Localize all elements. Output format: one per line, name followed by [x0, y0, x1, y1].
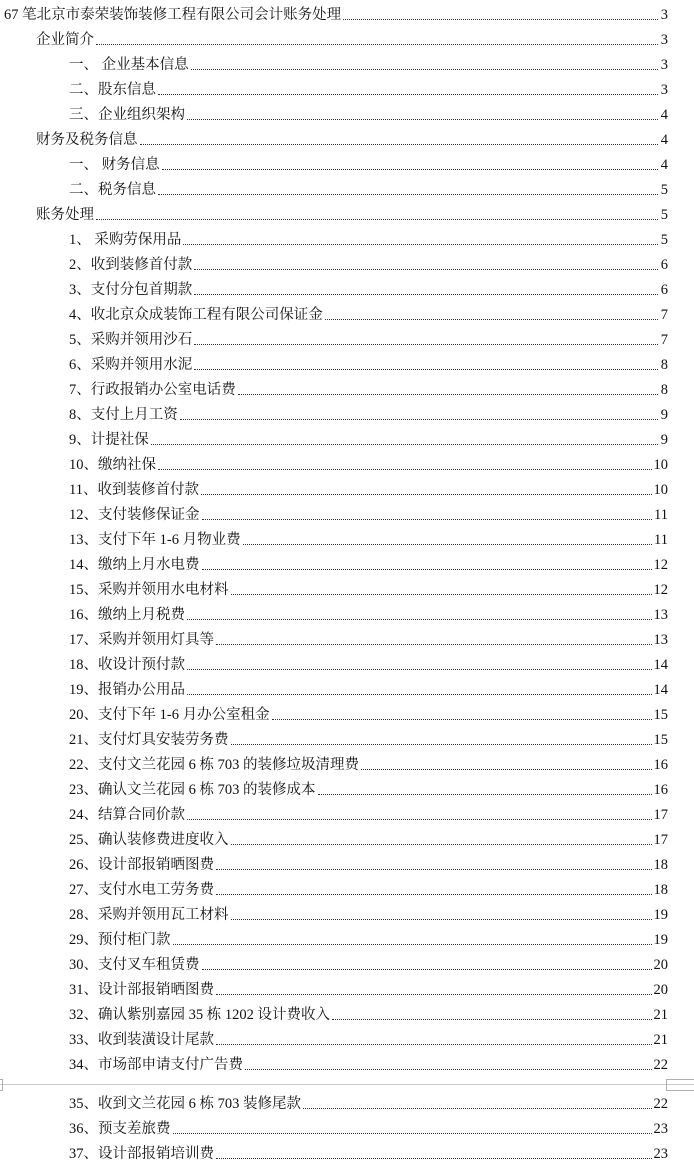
leader-dots: [216, 894, 652, 895]
toc-entry[interactable]: [0, 925, 668, 950]
toc-entry[interactable]: [0, 250, 668, 275]
toc-entry[interactable]: [0, 800, 668, 825]
toc-entry-label: 17、采购并领用灯具等: [69, 632, 214, 648]
toc-entry-company-profile[interactable]: [0, 25, 668, 50]
leader-dots: [343, 19, 658, 20]
toc-entry[interactable]: [0, 325, 668, 350]
leader-dots: [173, 944, 652, 945]
toc-entry[interactable]: [0, 950, 668, 975]
toc-entry[interactable]: [0, 775, 668, 800]
leader-dots: [96, 44, 658, 45]
toc-entry-label: 3、支付分包首期款: [69, 282, 193, 298]
toc-entry-label: 21、支付灯具安装劳务费: [69, 732, 229, 748]
leader-dots: [158, 469, 652, 470]
toc-entry[interactable]: [0, 275, 668, 300]
toc-entry-page: 7: [660, 332, 668, 348]
toc-entry[interactable]: [0, 1025, 668, 1050]
toc-entry-page: 9: [660, 407, 668, 423]
toc-entry-page: 21: [653, 1032, 668, 1048]
toc-entry-page: 13: [653, 607, 668, 623]
toc-entry-label: 35、收到文兰花园 6 栋 703 装修尾款: [69, 1096, 301, 1112]
toc-entry-page: 8: [660, 357, 668, 373]
toc-entry-label: 37、设计部报销培训费: [69, 1146, 214, 1162]
toc-entry[interactable]: [0, 75, 668, 100]
toc-entry-label: 11、收到装修首付款: [69, 482, 199, 498]
toc-entry-label: 15、采购并领用水电材料: [69, 582, 229, 598]
toc-entry-page: 22: [653, 1096, 668, 1112]
toc-entry[interactable]: [0, 650, 668, 675]
leader-dots: [325, 319, 658, 320]
toc-entry-finance-tax[interactable]: [0, 125, 668, 150]
toc-entry-page: 15: [653, 732, 668, 748]
leader-dots: [243, 544, 652, 545]
leader-dots: [140, 144, 659, 145]
toc-entry[interactable]: [0, 300, 668, 325]
toc-entry-label: 6、采购并领用水泥: [69, 357, 193, 373]
leader-dots: [187, 819, 652, 820]
leader-dots: [183, 244, 658, 245]
toc-entry-page: 20: [653, 982, 668, 998]
leader-dots: [151, 444, 658, 445]
toc-entry-page: 5: [660, 207, 668, 223]
toc-entry[interactable]: [0, 875, 668, 900]
toc-entry-label: 30、支付叉车租赁费: [69, 957, 200, 973]
toc-entry-label: 企业简介: [36, 32, 94, 48]
leader-dots: [191, 69, 658, 70]
leader-dots: [158, 194, 658, 195]
toc-entry[interactable]: [0, 750, 668, 775]
toc-entry-label: 13、支付下年 1-6 月物业费: [69, 532, 241, 548]
leader-dots: [318, 794, 652, 795]
toc-entry[interactable]: [0, 700, 668, 725]
leader-dots: [96, 219, 658, 220]
toc-entry-label: 14、缴纳上月水电费: [69, 557, 200, 573]
toc-entry-label: 36、预支差旅费: [69, 1121, 171, 1137]
toc-entry-page: 22: [653, 1057, 668, 1073]
leader-dots: [158, 94, 658, 95]
leader-dots: [216, 1044, 652, 1045]
toc-entry-page: 10: [653, 457, 668, 473]
toc-entry-label: 10、缴纳社保: [69, 457, 156, 473]
toc-entry[interactable]: [0, 1089, 668, 1114]
toc-entry-label: 18、收设计预付款: [69, 657, 185, 673]
leader-dots: [194, 344, 658, 345]
leader-dots: [231, 744, 652, 745]
toc-entry[interactable]: [0, 400, 668, 425]
toc-entry-label: 33、收到装潢设计尾款: [69, 1032, 214, 1048]
toc-entry[interactable]: [0, 975, 668, 1000]
toc-entry-page: 4: [660, 157, 668, 173]
toc-entry[interactable]: [0, 450, 668, 475]
toc-entry[interactable]: [0, 425, 668, 450]
toc-entry-label: 20、支付下年 1-6 月办公室租金: [69, 707, 270, 723]
toc-entry-page: 23: [653, 1146, 668, 1162]
toc-entry-label: 财务及税务信息: [36, 132, 138, 148]
toc-entry-page: 12: [653, 557, 668, 573]
page-break-line: [0, 1084, 694, 1085]
toc-entry[interactable]: [0, 50, 668, 75]
toc-entry-label: 34、市场部申请支付广告费: [69, 1057, 243, 1073]
toc-entry-page: 21: [653, 1007, 668, 1023]
toc-entry-label: 5、采购并领用沙石: [69, 332, 193, 348]
toc-entry[interactable]: [0, 850, 668, 875]
toc-entry-label: 三、企业组织架构: [69, 107, 185, 123]
toc-entry-label: 4、收北京众成装饰工程有限公司保证金: [69, 307, 323, 323]
toc-entry-page: 4: [660, 132, 668, 148]
leader-dots: [303, 1108, 652, 1109]
leader-dots: [173, 1133, 652, 1134]
toc-entry-page: 19: [653, 932, 668, 948]
toc-entry-page: 7: [660, 307, 668, 323]
leader-dots: [187, 119, 658, 120]
toc-entry-page: 3: [660, 57, 668, 73]
toc-entry-label: 1、 采购劳保用品: [69, 232, 182, 248]
toc-entry-accounting[interactable]: [0, 200, 668, 225]
toc-entry-label: 账务处理: [36, 207, 94, 223]
leader-dots: [216, 869, 652, 870]
toc-entry-page: 9: [660, 432, 668, 448]
toc-entry[interactable]: [0, 1114, 668, 1139]
toc-entry[interactable]: [0, 1050, 668, 1075]
toc-entry[interactable]: [0, 1139, 668, 1164]
toc-entry-page: 17: [653, 807, 668, 823]
toc-entry[interactable]: [0, 725, 668, 750]
toc-entry-label: 8、支付上月工资: [69, 407, 178, 423]
toc-entry-page: 6: [660, 257, 668, 273]
toc-entry[interactable]: [0, 375, 668, 400]
toc-entry-label: 7、行政报销办公室电话费: [69, 382, 236, 398]
leader-dots: [361, 769, 652, 770]
toc-entry-page: 20: [653, 957, 668, 973]
toc-entry-page: 14: [653, 657, 668, 673]
toc-entry[interactable]: [0, 150, 668, 175]
toc-entry-label: 22、支付文兰花园 6 栋 703 的装修垃圾清理费: [69, 757, 359, 773]
leader-dots: [216, 1158, 652, 1159]
toc-entry-label: 12、支付装修保证金: [69, 507, 200, 523]
toc-entry[interactable]: [0, 175, 668, 200]
toc-entry[interactable]: [0, 575, 668, 600]
leader-dots: [187, 619, 652, 620]
toc-entry-page: 14: [653, 682, 668, 698]
toc-entry-page: 4: [660, 107, 668, 123]
toc-entry[interactable]: [0, 900, 668, 925]
leader-dots: [245, 1069, 652, 1070]
toc-entry-label: 67 笔北京市泰荣装饰装修工程有限公司会计账务处理: [4, 7, 342, 23]
toc-entry-label: 16、缴纳上月税费: [69, 607, 185, 623]
toc-entry-page: 3: [660, 32, 668, 48]
toc-entry-label: 29、预付柜门款: [69, 932, 171, 948]
toc-entry-label: 2、收到装修首付款: [69, 257, 193, 273]
toc-entry[interactable]: [0, 550, 668, 575]
toc-entry[interactable]: [0, 825, 668, 850]
toc-entry-page: 23: [653, 1121, 668, 1137]
leader-dots: [194, 269, 658, 270]
toc-entry[interactable]: [0, 675, 668, 700]
toc-entry-label: 19、报销办公用品: [69, 682, 185, 698]
toc-entry-page: 3: [660, 82, 668, 98]
toc-entry[interactable]: [0, 525, 668, 550]
leader-dots: [201, 494, 652, 495]
toc-entry[interactable]: [0, 600, 668, 625]
toc-entry-page: 16: [653, 757, 668, 773]
leader-dots: [216, 644, 652, 645]
leader-dots: [231, 919, 652, 920]
leader-dots: [187, 669, 652, 670]
toc-entry-label: 27、支付水电工劳务费: [69, 882, 214, 898]
toc-entry-page: 6: [660, 282, 668, 298]
toc-entry[interactable]: [0, 500, 668, 525]
toc-entry-page: 18: [653, 857, 668, 873]
toc-entry-page: 5: [660, 182, 668, 198]
toc-entry-page: 12: [653, 582, 668, 598]
toc-entry[interactable]: [0, 350, 668, 375]
toc-entry-page: 13: [653, 632, 668, 648]
toc-entry[interactable]: [0, 1000, 668, 1025]
toc-entry-page: 5: [660, 232, 668, 248]
leader-dots: [202, 569, 652, 570]
toc-entry-label: 一、 企业基本信息: [69, 57, 189, 73]
leader-dots: [238, 394, 658, 395]
toc-entry-label: 24、结算合同价款: [69, 807, 185, 823]
toc-entry-label: 二、股东信息: [69, 82, 156, 98]
toc-entry[interactable]: [0, 475, 668, 500]
toc-entry-label: 一、 财务信息: [69, 157, 160, 173]
toc-entry-page: 15: [653, 707, 668, 723]
right-margin-marker: [666, 1079, 694, 1091]
leader-dots: [202, 519, 653, 520]
toc-entry-page: 16: [653, 782, 668, 798]
leader-dots: [272, 719, 652, 720]
leader-dots: [231, 844, 652, 845]
toc-entry[interactable]: [0, 625, 668, 650]
toc-entry-label: 32、确认紫别嘉园 35 栋 1202 设计费收入: [69, 1007, 330, 1023]
toc-entry-label: 28、采购并领用瓦工材料: [69, 907, 229, 923]
toc-entry-label: 31、设计部报销晒图费: [69, 982, 214, 998]
toc-entry[interactable]: [0, 100, 668, 125]
toc-entry-page: 3: [660, 7, 668, 23]
leader-dots: [162, 169, 658, 170]
toc-entry-page: 11: [654, 507, 668, 523]
toc-entry[interactable]: [0, 225, 668, 250]
toc-entry-page: 18: [653, 882, 668, 898]
toc-entry-label: 二、税务信息: [69, 182, 156, 198]
toc-entry-page: 11: [654, 532, 668, 548]
leader-dots: [216, 994, 652, 995]
toc-entry-label: 26、设计部报销晒图费: [69, 857, 214, 873]
leader-dots: [202, 969, 652, 970]
toc-entry-page: 17: [653, 832, 668, 848]
toc-entry-page: 8: [660, 382, 668, 398]
leader-dots: [187, 694, 652, 695]
toc-entry-label: 23、确认文兰花园 6 栋 703 的装修成本: [69, 782, 316, 798]
toc-entry-label: 25、确认装修费进度收入: [69, 832, 229, 848]
leader-dots: [180, 419, 658, 420]
leader-dots: [194, 294, 658, 295]
leader-dots: [194, 369, 658, 370]
toc-entry-page: 19: [653, 907, 668, 923]
leader-dots: [332, 1019, 652, 1020]
toc-entry-page: 10: [653, 482, 668, 498]
toc-entry-title[interactable]: [0, 0, 668, 25]
leader-dots: [231, 594, 652, 595]
toc-entry-label: 9、计提社保: [69, 432, 149, 448]
